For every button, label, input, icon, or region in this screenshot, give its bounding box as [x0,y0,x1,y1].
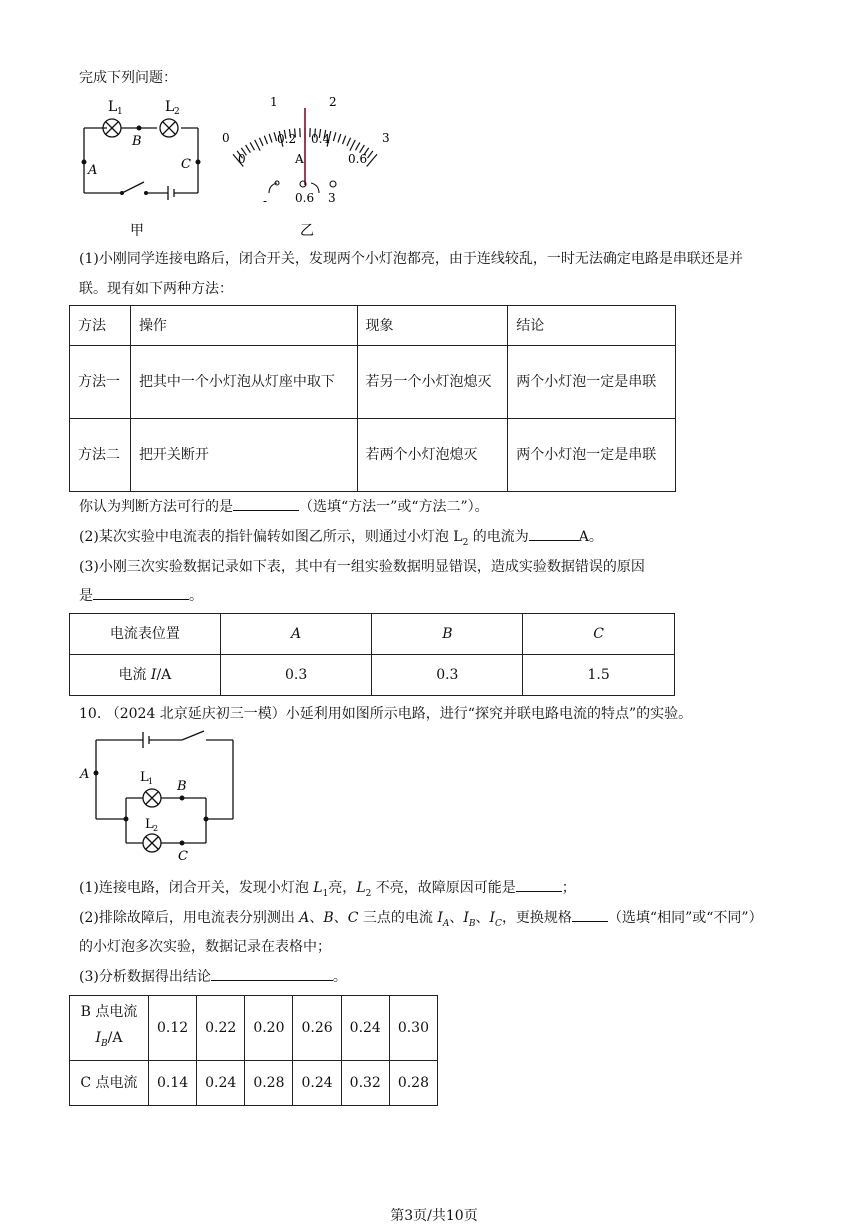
answer-blank[interactable] [211,966,333,981]
answer-blank[interactable] [93,585,189,600]
scale-bottom-1: 0.2 [277,132,297,146]
table3-cell: 0.24 [197,1061,245,1106]
scale-tick [347,138,351,146]
method-table [69,305,676,492]
label-a: A [88,163,98,178]
table3-row-header: B 点电流 $I_B/A$ [70,996,149,1061]
answer-blank[interactable] [516,877,562,892]
unit-label: A [295,152,304,166]
scale-top-1: 1 [270,95,278,109]
current-data-table [69,995,438,1106]
intro-text: 完成下列问题： [79,70,177,86]
label-l1: L [108,99,118,115]
scale-tick [333,132,336,141]
terminal-3: 3 [328,191,336,205]
label-l2: L [165,99,175,115]
scale-top-2: 2 [329,95,337,109]
scale-tick [255,140,260,151]
table1-cell: 两个小灯泡一定是串联 [508,346,676,419]
table2-cell: C [523,614,675,655]
label-l2: L [145,817,154,832]
label-l1-sub: 1 [148,777,154,786]
caption-jia: 甲 [130,223,144,239]
p10-q2-line2: 的小灯泡多次实验，数据记录在表格中； [79,939,331,955]
caption-yi: 乙 [300,223,314,239]
table3-cell: 0.24 [341,996,389,1061]
answer-blank[interactable] [529,526,579,541]
ammeter-figure-yi [215,90,400,240]
scale-tick [264,136,267,144]
scale-tick [259,138,263,146]
q1-answer-line: 你认为判断方法可行的是 （选填“方法一”或“方法二”）。 [79,496,489,516]
table1-cell: 两个小灯泡一定是串联 [508,419,676,492]
label-l1-sub: 1 [117,107,123,117]
table2-cell: 1.5 [523,655,675,696]
terminal-0.6: 0.6 [295,191,315,205]
table3-cell: 0.24 [293,1061,341,1106]
scale-bottom-0: 0 [238,152,246,166]
scale-tick [350,140,355,151]
q3-line1: (3)小刚三次实验数据记录如下表，其中有一组实验数据明显错误，造成实验数据错误的原因 [79,559,645,575]
table2-cell: B [372,614,523,655]
scale-top-0: 0 [222,131,230,145]
page-footer: 第3页/共10页 [390,1208,478,1224]
scale-bottom-3: 0.6 [348,152,368,166]
scale-tick [343,136,346,144]
p10-q2-line1: (2)排除故障后，用电流表分别测出 A、B、C 三点的电流 $I_A$、$I_B$、$I_C$，更换规格 （选填“相同”或“不同”） [79,907,763,929]
table3-cell: 0.26 [293,996,341,1061]
ammeter-data-table [69,613,675,696]
answer-blank[interactable] [233,496,299,511]
parallel-circuit-figure [78,725,243,865]
table2-cell: 电流表位置 [70,614,221,655]
scale-tick [250,142,254,150]
table1-header: 操作 [130,306,357,346]
table2-cell: A [220,614,372,655]
p10-q1-line: (1)连接电路，闭合开关，发现小灯泡 $L_1$亮，$L_2$ 不亮，故障原因可能是 ； [79,877,576,899]
label-c: C [181,157,191,172]
label-b: B [177,779,187,794]
terminal-minus: - [263,194,268,208]
circuit-figure-jia [72,90,212,240]
q2-line: (2)某次实验中电流表的指针偏转如图乙所示，则通过小灯泡 $L_2$ 的电流为 A。 [79,526,603,548]
table1-cell: 若另一个小灯泡熄灭 [357,346,508,419]
label-c: C [178,849,188,864]
table3-cell: 0.12 [148,996,196,1061]
table3-cell: 0.28 [389,1061,437,1106]
scale-tick [246,145,251,153]
table3-row-header: C 点电流 [70,1061,149,1106]
table1-cell: 方法一 [70,346,131,419]
label-a: A [80,767,90,782]
table3-cell: 0.28 [245,1061,293,1106]
table3-cell: 0.14 [148,1061,196,1106]
scale-tick [356,142,360,150]
table3-cell: 0.22 [197,996,245,1061]
answer-blank[interactable] [572,907,608,922]
label-l2-sub: 2 [153,824,159,833]
table1-header: 结论 [508,306,676,346]
scale-tick [338,134,341,143]
table1-cell: 把开关断开 [130,419,357,492]
label-b: B [132,134,142,149]
table1-header: 现象 [357,306,508,346]
q1-line2: 联。现有如下两种方法： [79,281,233,297]
q3-line2: 是 。 [79,585,203,605]
table1-cell: 方法二 [70,419,131,492]
scale-tick [367,154,377,166]
scale-tick [368,151,373,158]
table2-cell: 电流 I/A [70,655,221,696]
p10-q3-line: (3)分析数据得出结论 。 [79,966,347,986]
table3-cell: 0.20 [245,996,293,1061]
table3-cell: 0.32 [341,1061,389,1106]
scale-tick [269,134,272,143]
table2-cell: 0.3 [220,655,372,696]
table2-cell: 0.3 [372,655,523,696]
q1-line1: (1)小刚同学连接电路后，闭合开关，发现两个小灯泡都亮，由于连线较乱，一时无法确定电路是串联还是并 [79,251,743,267]
table1-cell: 把其中一个小灯泡从灯座中取下 [130,346,357,419]
label-l1: L [140,770,149,785]
scale-bottom-2: 0.4 [311,132,331,146]
label-l2-sub: 2 [174,107,180,117]
scale-top-3: 3 [382,131,390,145]
table1-header: 方法 [70,306,131,346]
table1-cell: 若两个小灯泡熄灭 [357,419,508,492]
table3-cell: 0.30 [389,996,437,1061]
problem-10-title: 10. （2024 北京延庆初三一模）小延利用如图所示电路，进行“探究并联电路电流的特点”的实验。 [79,706,693,722]
